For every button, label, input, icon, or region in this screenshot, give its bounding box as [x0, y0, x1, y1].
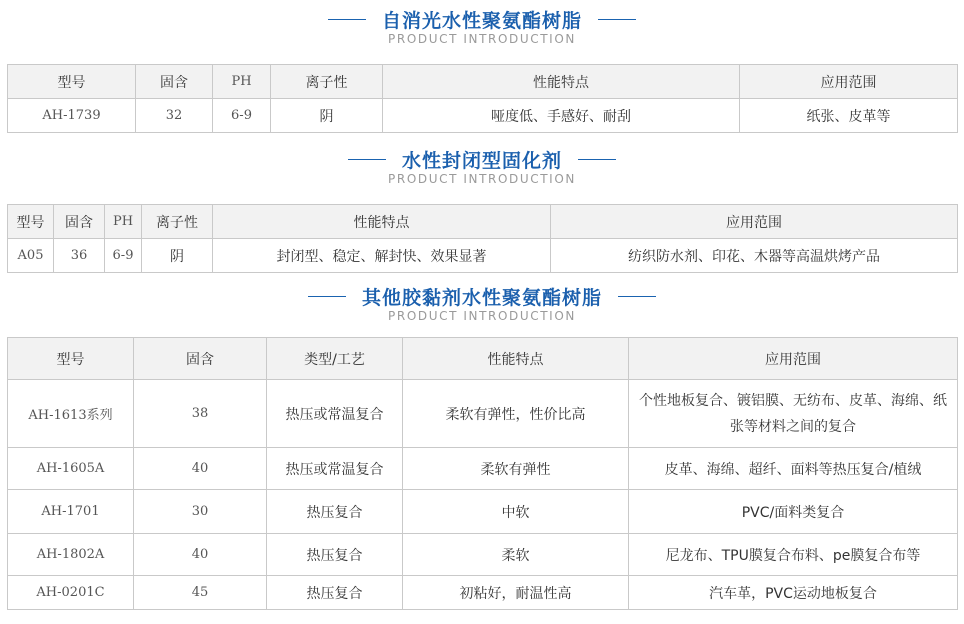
cell-features: 哑度低、手感好、耐刮	[383, 99, 740, 133]
cell-ph: 6-9	[105, 239, 142, 273]
table-header-row	[8, 338, 958, 380]
title-line-left	[328, 19, 366, 20]
header-cell: 应用范围	[551, 205, 958, 239]
table-header-row	[8, 205, 958, 239]
table-row	[8, 576, 958, 610]
section-title: 其他胶黏剂水性聚氨酯树脂	[361, 286, 602, 309]
cell-features: 柔软有弹性	[403, 448, 629, 490]
header-cell: 型号	[8, 205, 54, 239]
cell-solid: 45	[134, 576, 267, 610]
cell-solid: 40	[134, 534, 267, 576]
header-cell: 固含	[136, 65, 213, 99]
table-row	[8, 448, 958, 490]
cell-applications: 汽车革，PVC运动地板复合	[629, 576, 958, 610]
section-title: 自消光水性聚氨酯树脂	[381, 9, 582, 32]
header-cell: PH	[213, 65, 271, 99]
section-2-heading	[0, 146, 964, 186]
cell-features: 柔软	[403, 534, 629, 576]
cell-solid: 36	[54, 239, 105, 273]
cell-model: AH-1739	[8, 99, 136, 133]
cell-solid: 30	[134, 490, 267, 534]
table-row	[8, 99, 958, 133]
cell-features: 中软	[403, 490, 629, 534]
header-cell: 型号	[8, 65, 136, 99]
cell-model: AH-1802A	[8, 534, 134, 576]
table-row	[8, 380, 958, 448]
cell-ionic: 阴	[142, 239, 213, 273]
table-header-row	[8, 65, 958, 99]
cell-process: 热压复合	[267, 534, 403, 576]
cell-features: 封闭型、稳定、解封快、效果显著	[213, 239, 551, 273]
cell-solid: 38	[134, 380, 267, 448]
table-row	[8, 490, 958, 534]
header-cell: 型号	[8, 338, 134, 380]
cell-applications: 个性地板复合、镀铝膜、无纺布、皮革、海绵、纸张等材料之间的复合	[629, 380, 958, 448]
title-line-left	[348, 159, 386, 160]
cell-applications: 纸张、皮革等	[740, 99, 958, 133]
cell-model: AH-1605A	[8, 448, 134, 490]
cell-features: 柔软有弹性，性价比高	[403, 380, 629, 448]
header-cell: 性能特点	[213, 205, 551, 239]
cell-model: AH-0201C	[8, 576, 134, 610]
section-subtitle: PRODUCT INTRODUCTION	[388, 172, 576, 186]
cell-process: 热压复合	[267, 576, 403, 610]
cell-applications: 皮革、海绵、超纤、面料等热压复合/植绒	[629, 448, 958, 490]
header-cell: 性能特点	[383, 65, 740, 99]
table-adhesive-resins	[7, 337, 958, 610]
cell-model: A05	[8, 239, 54, 273]
cell-process: 热压或常温复合	[267, 448, 403, 490]
section-subtitle: PRODUCT INTRODUCTION	[388, 32, 576, 46]
header-cell: 应用范围	[629, 338, 958, 380]
section-3-heading	[0, 283, 964, 323]
header-cell: 固含	[54, 205, 105, 239]
cell-model: AH-1613系列	[8, 380, 134, 448]
title-line-right	[598, 19, 636, 20]
section-subtitle: PRODUCT INTRODUCTION	[388, 309, 576, 323]
title-line-left	[308, 296, 346, 297]
header-cell: 离子性	[271, 65, 383, 99]
section-title: 水性封闭型固化剂	[401, 149, 562, 172]
cell-solid: 40	[134, 448, 267, 490]
cell-solid: 32	[136, 99, 213, 133]
table-row	[8, 534, 958, 576]
cell-ph: 6-9	[213, 99, 271, 133]
cell-model: AH-1701	[8, 490, 134, 534]
header-cell: PH	[105, 205, 142, 239]
section-1-heading	[0, 6, 964, 46]
header-cell: 性能特点	[403, 338, 629, 380]
cell-applications: PVC/面料类复合	[629, 490, 958, 534]
table-polyurethane-matting	[7, 64, 958, 133]
cell-applications: 纺织防水剂、印花、木器等高温烘烤产品	[551, 239, 958, 273]
cell-process: 热压复合	[267, 490, 403, 534]
cell-features: 初粘好，耐温性高	[403, 576, 629, 610]
title-line-right	[618, 296, 656, 297]
title-line-right	[578, 159, 616, 160]
cell-applications: 尼龙布、TPU膜复合布料、pe膜复合布等	[629, 534, 958, 576]
header-cell: 固含	[134, 338, 267, 380]
table-blocked-curing-agent	[7, 204, 958, 273]
header-cell: 离子性	[142, 205, 213, 239]
table-row	[8, 239, 958, 273]
cell-process: 热压或常温复合	[267, 380, 403, 448]
header-cell: 类型/工艺	[267, 338, 403, 380]
cell-ionic: 阴	[271, 99, 383, 133]
header-cell: 应用范围	[740, 65, 958, 99]
